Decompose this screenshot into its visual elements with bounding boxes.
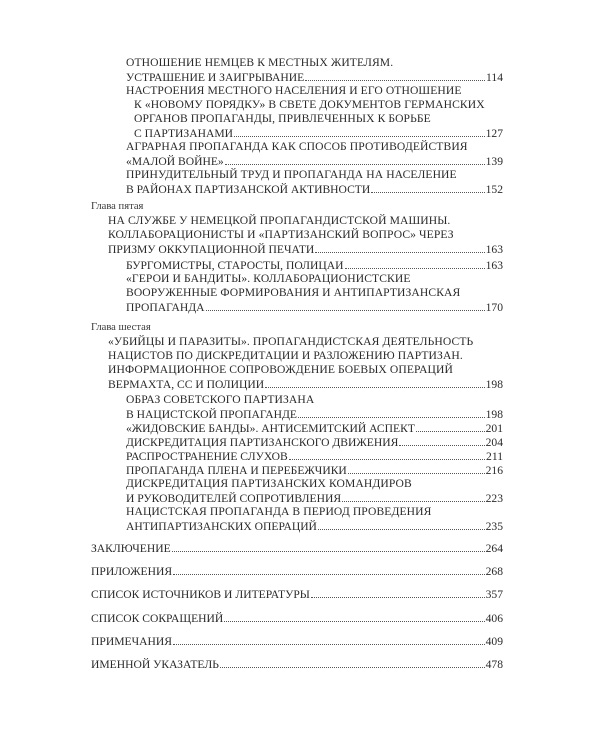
- page-number: 204: [485, 436, 503, 449]
- dot-leader: [173, 564, 485, 575]
- page-number: 406: [485, 612, 503, 625]
- dot-leader: [234, 126, 485, 137]
- toc-entry[interactable]: [91, 541, 503, 555]
- page-number: 211: [486, 450, 503, 463]
- toc-entry[interactable]: [91, 564, 503, 578]
- page-number: 170: [485, 301, 503, 314]
- toc-entry-title: ПРИМЕЧАНИЯ: [91, 635, 172, 648]
- toc-entry-line: ОРГАНОВ ПРОПАГАНДЫ, ПРИВЛЕЧЕННЫХ К БОРЬБЕ: [134, 112, 431, 125]
- page-number: 198: [485, 408, 503, 421]
- toc-entry[interactable]: [91, 657, 503, 671]
- toc-entry[interactable]: [91, 634, 503, 648]
- toc-entry[interactable]: [126, 70, 503, 84]
- toc-entry-title: И РУКОВОДИТЕЛЕЙ СОПРОТИВЛЕНИЯ: [126, 492, 342, 505]
- toc-entry-title: С ПАРТИЗАНАМИ: [134, 127, 234, 140]
- page-number: 139: [485, 155, 503, 168]
- toc-entry-title: «МАЛОЙ ВОЙНЕ»: [126, 155, 224, 168]
- toc-entry-line: ВООРУЖЕННЫЕ ФОРМИРОВАНИЯ И АНТИПАРТИЗАНСКАЯ: [126, 286, 461, 299]
- page-number: 223: [485, 492, 503, 505]
- page-number: 198: [485, 378, 503, 391]
- toc-entry[interactable]: [126, 407, 503, 421]
- dot-leader: [172, 541, 485, 552]
- toc-entry[interactable]: [126, 421, 503, 435]
- chapter-label: Глава пятая: [91, 201, 144, 212]
- dot-leader: [224, 611, 484, 622]
- toc-entry-title: В НАЦИСТСКОЙ ПРОПАГАНДЕ: [126, 408, 298, 421]
- toc-entry[interactable]: [134, 126, 503, 140]
- toc-entry-line: АГРАРНАЯ ПРОПАГАНДА КАК СПОСОБ ПРОТИВОДЕЙСТВИЯ: [126, 140, 468, 153]
- page-number: 127: [485, 127, 503, 140]
- page-number: 163: [485, 243, 503, 256]
- dot-leader: [371, 182, 484, 193]
- page-number: 114: [486, 71, 503, 84]
- dot-leader: [318, 519, 485, 530]
- page-number: 201: [485, 422, 503, 435]
- toc-entry[interactable]: [126, 463, 503, 477]
- toc-entry-title: ЗАКЛЮЧЕНИЕ: [91, 542, 171, 555]
- page-number: 357: [485, 588, 503, 601]
- toc-entry-line: К «НОВОМУ ПОРЯДКУ» В СВЕТЕ ДОКУМЕНТОВ ГЕРМАНСКИХ: [134, 98, 485, 111]
- toc-entry-title: ИМЕННОЙ УКАЗАТЕЛЬ: [91, 658, 219, 671]
- toc-entry[interactable]: [126, 491, 503, 505]
- chapter-title-line: «УБИЙЦЫ И ПАРАЗИТЫ». ПРОПАГАНДИСТСКАЯ ДЕЯТЕЛЬНОСТЬ: [108, 335, 474, 348]
- toc-entry-title: ПРИЗМУ ОККУПАЦИОННОЙ ПЕЧАТИ: [108, 243, 315, 256]
- toc-entry-line: ОБРАЗ СОВЕТСКОГО ПАРТИЗАНА: [126, 393, 315, 406]
- toc-entry-line: «ГЕРОИ И БАНДИТЫ». КОЛЛАБОРАЦИОНИСТСКИЕ: [126, 272, 411, 285]
- page-number: 478: [485, 658, 503, 671]
- dot-leader: [265, 377, 484, 388]
- dot-leader: [206, 300, 485, 311]
- chapter-title-line: КОЛЛАБОРАЦИОНИСТЫ И «ПАРТИЗАНСКИЙ ВОПРОС» ЧЕРЕЗ: [108, 228, 454, 241]
- dot-leader: [311, 587, 485, 598]
- toc-entry[interactable]: [91, 587, 503, 601]
- page-number: 235: [485, 520, 503, 533]
- toc-entry[interactable]: [91, 611, 503, 625]
- page-number: 264: [485, 542, 503, 555]
- page-number: 409: [485, 635, 503, 648]
- toc-entry-line: ОТНОШЕНИЕ НЕМЦЕВ К МЕСТНЫХ ЖИТЕЛЯМ.: [126, 56, 394, 69]
- dot-leader: [298, 407, 485, 418]
- toc-entry[interactable]: [126, 300, 503, 314]
- toc-entry-title: В РАЙОНАХ ПАРТИЗАНСКОЙ АКТИВНОСТИ: [126, 183, 371, 196]
- page-number: 268: [485, 565, 503, 578]
- toc-entry-line: ДИСКРЕДИТАЦИЯ ПАРТИЗАНСКИХ КОМАНДИРОВ: [126, 477, 412, 490]
- toc-entry-title: СПИСОК СОКРАЩЕНИЙ: [91, 612, 224, 625]
- toc-entry-title: АНТИПАРТИЗАНСКИХ ОПЕРАЦИЙ: [126, 520, 317, 533]
- dot-leader: [315, 242, 484, 253]
- toc-entry-title: «ЖИДОВСКИЕ БАНДЫ». АНТИСЕМИТСКИЙ АСПЕКТ: [126, 422, 415, 435]
- dot-leader: [289, 449, 485, 460]
- toc-entry[interactable]: [126, 258, 503, 272]
- toc-entry-title: СПИСОК ИСТОЧНИКОВ И ЛИТЕРАТУРЫ: [91, 588, 310, 601]
- toc-entry-title: ПРОПАГАНДА ПЛЕНА И ПЕРЕБЕЖЧИКИ: [126, 464, 347, 477]
- chapter-title-line: НА СЛУЖБЕ У НЕМЕЦКОЙ ПРОПАГАНДИСТСКОЙ МАШИНЫ.: [108, 214, 451, 227]
- dot-leader: [342, 491, 485, 502]
- toc-entry[interactable]: [126, 519, 503, 533]
- toc-chapter-entry[interactable]: [108, 242, 503, 256]
- dot-leader: [225, 154, 485, 165]
- toc-entry-title: ДИСКРЕДИТАЦИЯ ПАРТИЗАНСКОГО ДВИЖЕНИЯ: [126, 436, 399, 449]
- toc-chapter-entry[interactable]: [108, 377, 503, 391]
- toc-entry-title: ПРИЛОЖЕНИЯ: [91, 565, 173, 578]
- page-number: 152: [485, 183, 503, 196]
- dot-leader: [305, 70, 485, 81]
- dot-leader: [173, 634, 485, 645]
- page-number: 163: [485, 259, 503, 272]
- dot-leader: [345, 258, 485, 269]
- dot-leader: [399, 435, 484, 446]
- toc-entry[interactable]: [126, 182, 503, 196]
- dot-leader: [220, 657, 485, 668]
- toc-entry[interactable]: [126, 435, 503, 449]
- toc-entry-title: БУРГОМИСТРЫ, СТАРОСТЫ, ПОЛИЦАИ: [126, 259, 344, 272]
- toc-entry-title: РАСПРОСТРАНЕНИЕ СЛУХОВ: [126, 450, 288, 463]
- chapter-title-line: ИНФОРМАЦИОННОЕ СОПРОВОЖДЕНИЕ БОЕВЫХ ОПЕРАЦИЙ: [108, 363, 453, 376]
- page-number: 216: [485, 464, 503, 477]
- chapter-title-line: НАЦИСТОВ ПО ДИСКРЕДИТАЦИИ И РАЗЛОЖЕНИЮ ПАРТИЗАН.: [108, 349, 463, 362]
- dot-leader: [348, 463, 485, 474]
- dot-leader: [416, 421, 485, 432]
- toc-entry-title: ПРОПАГАНДА: [126, 301, 205, 314]
- toc-entry-title: ВЕРМАХТА, СС И ПОЛИЦИИ: [108, 378, 265, 391]
- toc-entry[interactable]: [126, 449, 503, 463]
- toc-entry-line: ПРИНУДИТЕЛЬНЫЙ ТРУД И ПРОПАГАНДА НА НАСЕЛЕНИЕ: [126, 168, 457, 181]
- chapter-label: Глава шестая: [91, 322, 151, 333]
- toc-entry-line: НАСТРОЕНИЯ МЕСТНОГО НАСЕЛЕНИЯ И ЕГО ОТНОШЕНИЕ: [126, 84, 462, 97]
- toc-entry-title: УСТРАШЕНИЕ И ЗАИГРЫВАНИЕ: [126, 71, 305, 84]
- toc-entry[interactable]: [126, 154, 503, 168]
- toc-entry-line: НАЦИСТСКАЯ ПРОПАГАНДА В ПЕРИОД ПРОВЕДЕНИЯ: [126, 505, 432, 518]
